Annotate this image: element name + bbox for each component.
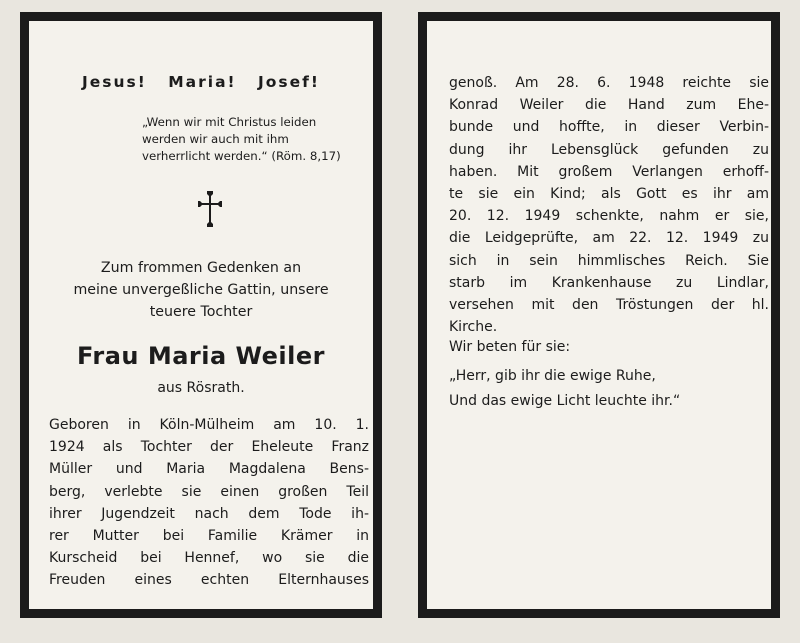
- prayer: [449, 335, 769, 414]
- bible-quote: [142, 114, 367, 165]
- heading: Jesus! Maria! Josef!: [82, 73, 320, 91]
- body-line: te sie ein Kind; als Gott es ihr am: [449, 186, 769, 203]
- body-line: haben. Mit großem Verlangen erhoff-: [449, 163, 769, 180]
- deceased-name: Frau Maria Weiler: [77, 342, 325, 370]
- right-page: [418, 12, 780, 618]
- body-line: dung ihr Lebensglück gefunden zu: [449, 141, 769, 158]
- prayer-intro: Wir beten für sie:: [449, 339, 571, 355]
- bio-line: berg, verlebte sie einen großen Teil: [49, 483, 369, 500]
- body-line: starb im Krankenhause zu Lindlar,: [449, 274, 769, 291]
- bio-line: Freuden eines echten Elternhauses: [49, 572, 369, 589]
- prayer-line: Und das ewige Licht leuchte ihr.“: [449, 393, 681, 409]
- bio-line: Müller und Maria Magdalena Bens-: [49, 461, 369, 478]
- left-page: [20, 12, 382, 618]
- quote-line: „Wenn wir mit Christus leiden: [142, 115, 317, 129]
- body-line: Kirche.: [449, 319, 498, 336]
- bio-line: rer Mutter bei Familie Krämer in: [49, 528, 369, 545]
- dedication-line: meine unvergeßliche Gattin, unsere: [73, 282, 329, 298]
- bio-line: Kurscheid bei Hennef, wo sie die: [49, 550, 369, 567]
- quote-line: verherrlicht werden.“ (Röm. 8,17): [142, 149, 341, 163]
- dedication: [49, 257, 353, 323]
- dedication-line: teuere Tochter: [149, 304, 253, 320]
- body-line: Konrad Weiler die Hand zum Ehe-: [449, 97, 769, 114]
- bio-line: Geboren in Köln-Mülheim am 10. 1.: [49, 417, 369, 433]
- bio-line: ihrer Jugendzeit nach dem Tode ih-: [49, 505, 369, 522]
- biography: [49, 414, 369, 592]
- cross-icon: [198, 191, 222, 231]
- biography-continued: [449, 72, 769, 338]
- body-line: genoß. Am 28. 6. 1948 reichte sie: [449, 75, 769, 91]
- quote-line: werden wir auch mit ihm: [142, 132, 289, 146]
- body-line: die Leidgeprüfte, am 22. 12. 1949 zu: [449, 230, 769, 247]
- dedication-line: Zum frommen Gedenken an: [100, 260, 302, 276]
- prayer-line: „Herr, gib ihr die ewige Ruhe,: [449, 368, 656, 384]
- hometown: aus Rösrath.: [157, 380, 245, 396]
- body-line: versehen mit den Tröstungen der hl.: [449, 297, 769, 314]
- body-line: bunde und hoffte, in dieser Verbin-: [449, 119, 769, 136]
- bio-line: 1924 als Tochter der Eheleute Franz: [49, 439, 369, 456]
- body-line: sich in sein himmlisches Reich. Sie: [449, 252, 769, 269]
- body-line: 20. 12. 1949 schenkte, nahm er sie,: [449, 208, 769, 225]
